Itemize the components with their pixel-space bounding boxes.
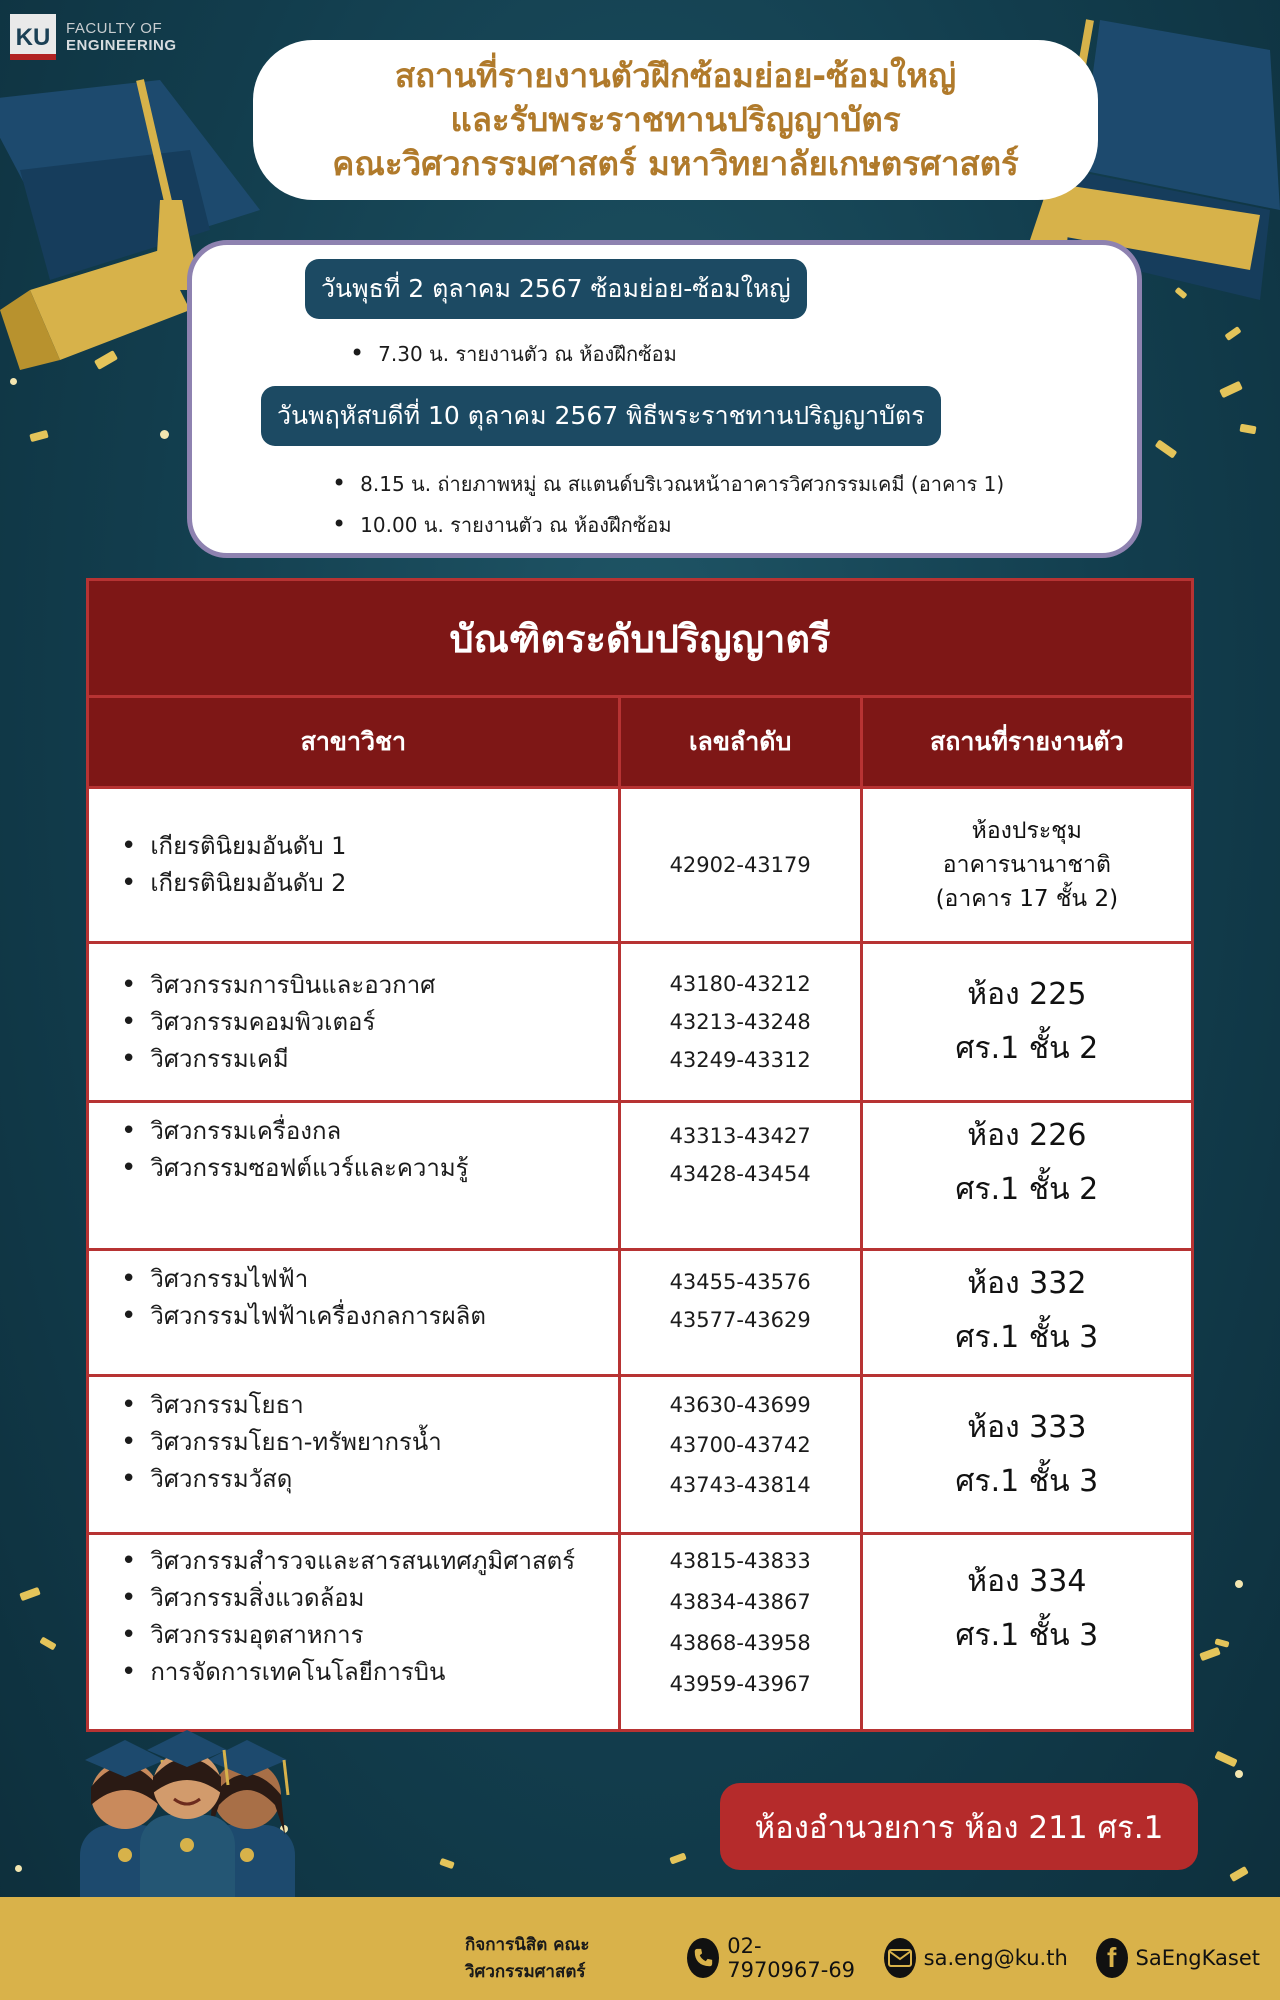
- location-line: ห้องประชุม: [971, 818, 1082, 844]
- mail-icon: [884, 1938, 916, 1978]
- phone-icon: [687, 1938, 719, 1978]
- number-range: 42902-43179: [669, 853, 811, 877]
- location-line: ห้อง 332: [967, 1266, 1087, 1301]
- number-range: 43700-43742: [669, 1433, 811, 1457]
- footer-phone[interactable]: 02-7970967-69: [727, 1934, 856, 1982]
- location-line: ศร.1 ชั้น 3: [955, 1618, 1099, 1653]
- number-range: 43630-43699: [669, 1393, 811, 1417]
- schedule-card: [187, 240, 1142, 558]
- major-item: • วิศวกรรมวัสดุ: [121, 1461, 618, 1498]
- major-item: • วิศวกรรมโยธา: [121, 1387, 618, 1424]
- day2-list: [332, 463, 1004, 545]
- number-range: 43313-43427: [669, 1124, 811, 1148]
- number-range: 43577-43629: [669, 1308, 811, 1332]
- number-range: 43834-43867: [669, 1590, 811, 1614]
- table-row: [88, 1250, 1193, 1376]
- day1-label: วันพุธที่ 2 ตุลาคม 2567 ซ้อมย่อย-ซ้อมใหญ่: [305, 259, 807, 319]
- page-title: [253, 40, 1098, 200]
- logo-line-1: FACULTY OF: [66, 20, 163, 37]
- graduate-location-table: [86, 578, 1194, 1732]
- logo-line-2: ENGINEERING: [66, 37, 177, 54]
- location-line: ห้อง 225: [967, 977, 1087, 1012]
- number-range: 43213-43248: [669, 1010, 811, 1034]
- major-item: • วิศวกรรมคอมพิวเตอร์: [121, 1004, 618, 1041]
- major-item: • วิศวกรรมอุตสาหการ: [121, 1617, 618, 1654]
- table-row: [88, 1102, 1193, 1250]
- table-row: [88, 1534, 1193, 1731]
- footer-email[interactable]: sa.eng@ku.th: [923, 1946, 1068, 1970]
- major-item: • วิศวกรรมเคมี: [121, 1041, 618, 1078]
- location-line: ห้อง 333: [967, 1409, 1087, 1445]
- footer-contacts: [465, 1935, 1280, 1981]
- day1-item: • 7.30 น. รายงานตัว ณ ห้องฝึกซ้อม: [350, 333, 677, 374]
- admin-room-badge: ห้องอำนวยการ ห้อง 211 ศร.1: [720, 1783, 1198, 1870]
- day2-label: วันพฤหัสบดีที่ 10 ตุลาคม 2567 พิธีพระราชทานปริญญาบัตร: [261, 386, 941, 446]
- column-header-number: เลขลำดับ: [619, 697, 861, 788]
- major-item: • วิศวกรรมไฟฟ้าเครื่องกลการผลิต: [121, 1298, 618, 1335]
- day1-list: [350, 333, 677, 374]
- footer-department: กิจการนิสิต คณะวิศวกรรมศาสตร์: [465, 1935, 590, 1982]
- day2-item: • 8.15 น. ถ่ายภาพหมู่ ณ สแตนด์บริเวณหน้าอาคารวิศวกรรมเคมี (อาคาร 1): [332, 463, 1004, 504]
- number-range: 43868-43958: [669, 1631, 811, 1655]
- day2-item: • 10.00 น. รายงานตัว ณ ห้องฝึกซ้อม: [332, 504, 1004, 545]
- major-item: • เกียรตินิยมอันดับ 2: [121, 865, 618, 902]
- table-title: บัณฑิตระดับปริญญาตรี: [88, 580, 1193, 697]
- number-range: 43428-43454: [669, 1162, 811, 1186]
- major-item: • วิศวกรรมไฟฟ้า: [121, 1261, 618, 1298]
- table-row: [88, 788, 1193, 943]
- major-item: • วิศวกรรมซอฟต์แวร์และความรู้: [121, 1150, 618, 1187]
- title-line-2: และรับพระราชทานปริญญาบัตร: [450, 100, 901, 139]
- location-line: ศร.1 ชั้น 3: [955, 1320, 1099, 1355]
- major-item: • เกียรตินิยมอันดับ 1: [121, 828, 618, 865]
- number-range: 43815-43833: [669, 1549, 811, 1573]
- number-range: 43455-43576: [669, 1270, 811, 1294]
- major-item: • วิศวกรรมสิ่งแวดล้อม: [121, 1580, 618, 1617]
- location-line: ศร.1 ชั้น 2: [955, 1172, 1099, 1207]
- title-line-3: คณะวิศวกรรมศาสตร์ มหาวิทยาลัยเกษตรศาสตร์: [332, 144, 1019, 183]
- footer-facebook[interactable]: SaEngKaset: [1135, 1946, 1260, 1970]
- location-line: ห้อง 334: [967, 1564, 1087, 1599]
- table-row: [88, 1376, 1193, 1534]
- major-item: • วิศวกรรมการบินและอวกาศ: [121, 967, 618, 1004]
- location-line: อาคารนานาชาติ: [942, 852, 1111, 878]
- table-row: [88, 943, 1193, 1102]
- major-item: • วิศวกรรมเครื่องกล: [121, 1113, 618, 1150]
- major-item: • การจัดการเทคโนโลยีการบิน: [121, 1654, 618, 1691]
- title-line-1: สถานที่รายงานตัวฝึกซ้อมย่อย-ซ้อมใหญ่: [394, 56, 957, 95]
- ku-logo-mark: KU: [10, 14, 56, 60]
- location-line: ศร.1 ชั้น 2: [955, 1031, 1099, 1066]
- facebook-icon: f: [1096, 1938, 1128, 1978]
- column-header-location: สถานที่รายงานตัว: [861, 697, 1192, 788]
- ku-engineering-logo: [10, 14, 177, 60]
- major-item: • วิศวกรรมสำรวจและสารสนเทศภูมิศาสตร์: [121, 1543, 618, 1580]
- number-range: 43743-43814: [669, 1473, 811, 1497]
- major-item: • วิศวกรรมโยธา-ทรัพยากรน้ำ: [121, 1424, 618, 1461]
- number-range: 43180-43212: [669, 972, 811, 996]
- location-line: (อาคาร 17 ชั้น 2): [935, 886, 1119, 912]
- location-line: ห้อง 226: [967, 1118, 1087, 1153]
- number-range: 43959-43967: [669, 1672, 811, 1696]
- column-header-major: สาขาวิชา: [88, 697, 620, 788]
- number-range: 43249-43312: [669, 1048, 811, 1072]
- location-line: ศร.1 ชั้น 3: [955, 1463, 1099, 1499]
